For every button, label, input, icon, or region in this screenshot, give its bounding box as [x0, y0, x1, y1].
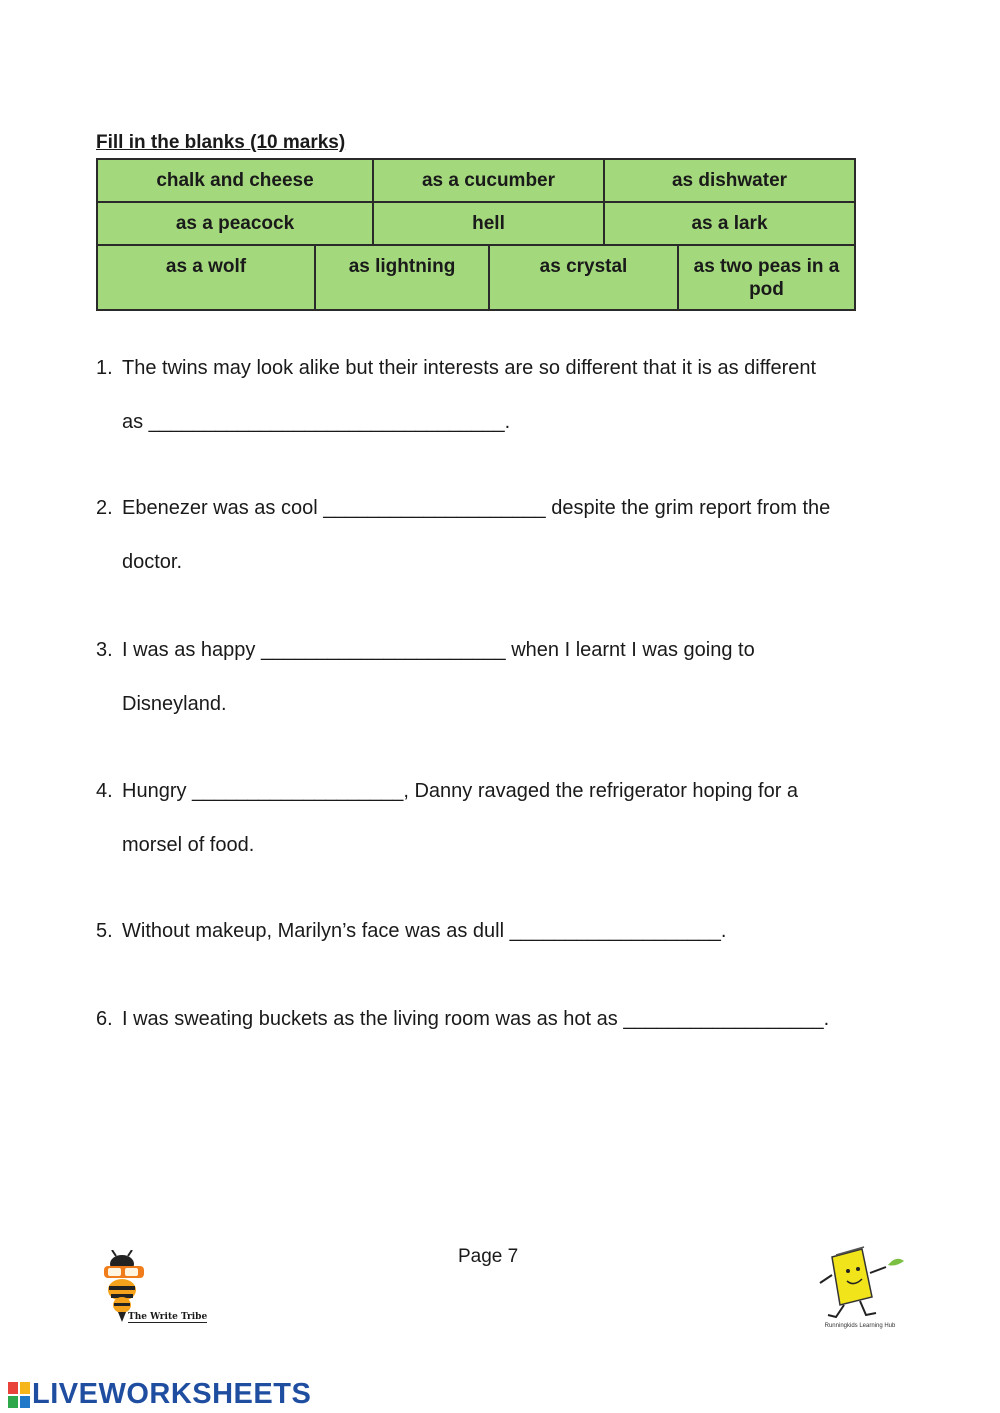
- word-bank-cell: as crystal: [488, 246, 677, 309]
- runningkids-logo: [810, 1245, 910, 1345]
- word-bank-cell: hell: [372, 203, 603, 244]
- liveworksheets-brand: [8, 1378, 311, 1411]
- question-number: 1.: [96, 357, 113, 379]
- word-bank-cell: chalk and cheese: [156, 170, 314, 191]
- question-4: [96, 764, 916, 872]
- question-5: [96, 904, 916, 958]
- word-bank-cell: as a cucumber: [372, 160, 603, 201]
- question-1: [96, 341, 916, 449]
- word-bank-cell: as lightning: [314, 246, 488, 309]
- question-number: 5.: [96, 920, 113, 942]
- question-text: I was sweating buckets as the living room was as hot as __________________.: [122, 1008, 830, 1030]
- word-bank-row: [98, 160, 854, 201]
- write-tribe-text: The Write Tribe: [128, 1312, 208, 1322]
- question-text: I was as happy ______________________ when I learnt I was going to Disneyland.: [122, 639, 755, 715]
- question-number: 6.: [96, 1008, 113, 1030]
- runningkids-text: Runningkids Learning Hub: [824, 1323, 896, 1329]
- question-3: [96, 623, 916, 731]
- word-bank-cell: as a peacock: [175, 213, 295, 234]
- word-bank-cell: as dishwater: [603, 160, 854, 201]
- question-text: Hungry ___________________, Danny ravaged the refrigerator hoping for a morsel of food.: [122, 780, 799, 856]
- word-bank-cell: as a lark: [603, 203, 854, 244]
- word-bank-table: [96, 158, 856, 311]
- page-number: Page 7: [458, 1246, 519, 1267]
- write-tribe-logo: [98, 1250, 208, 1330]
- worksheet-heading: Fill in the blanks (10 marks): [96, 132, 346, 153]
- word-bank-row: [98, 201, 854, 244]
- question-number: 3.: [96, 639, 113, 661]
- question-text: The twins may look alike but their interests are so different that it is as different as ________________________________.: [122, 357, 817, 433]
- word-bank-cell: as a wolf: [165, 256, 247, 277]
- brand-text: LIVEWORKSHEETS: [32, 1378, 312, 1410]
- question-2: [96, 481, 916, 589]
- liveworksheets-logo-icon: [8, 1382, 30, 1408]
- question-number: 2.: [96, 497, 113, 519]
- question-6: [96, 992, 916, 1046]
- question-number: 4.: [96, 780, 113, 802]
- running-book-icon: [810, 1245, 910, 1325]
- word-bank-cell: as two peas in a pod: [677, 246, 854, 309]
- word-bank-row: [98, 244, 854, 309]
- question-text: Without makeup, Marilyn’s face was as dull ___________________.: [122, 920, 727, 942]
- question-text: Ebenezer was as cool ____________________ despite the grim report from the doctor.: [122, 497, 831, 573]
